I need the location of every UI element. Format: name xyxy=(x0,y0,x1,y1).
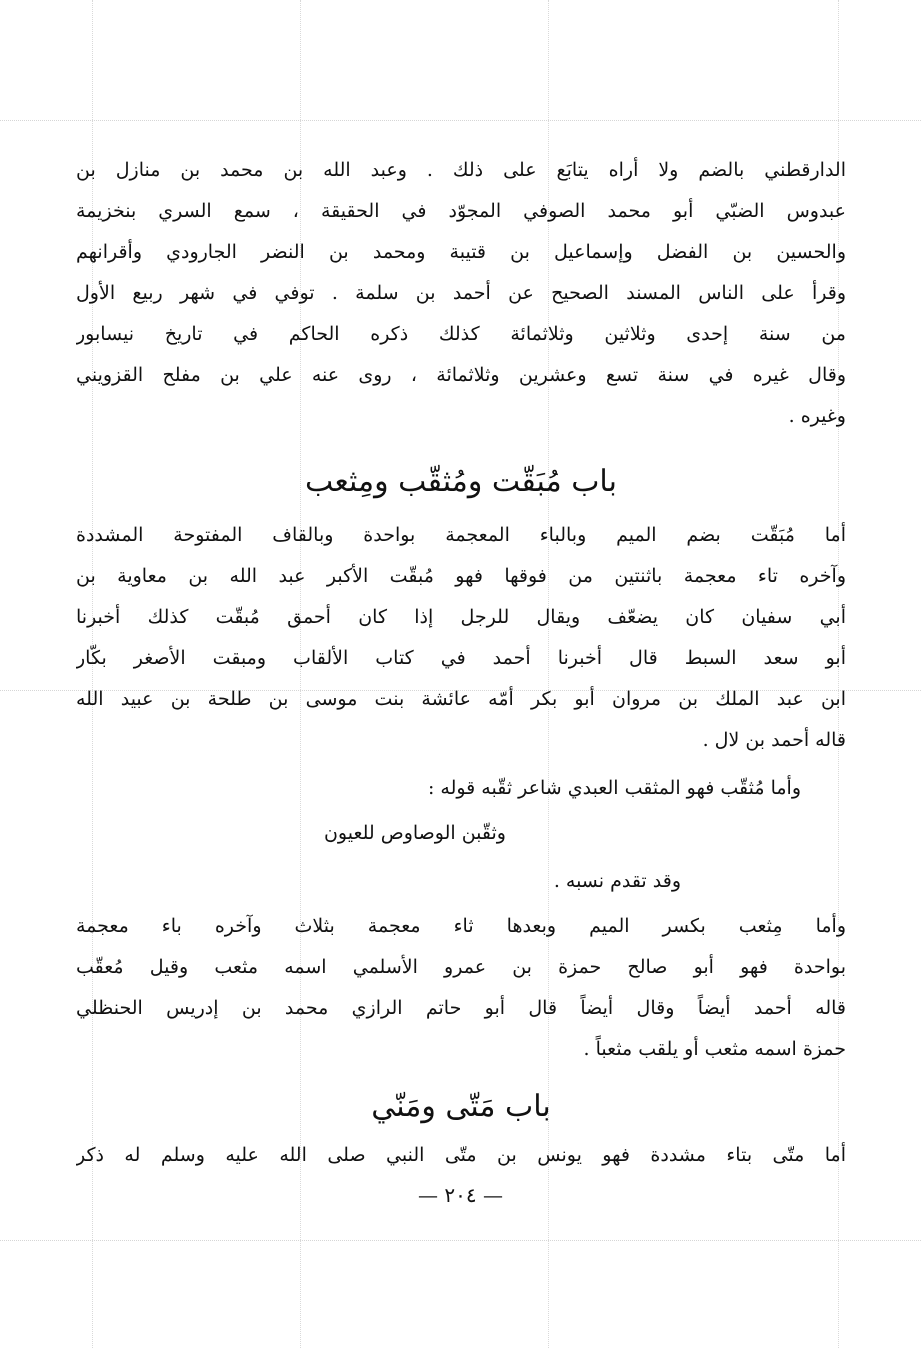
section-heading: باب مُبَقّت ومُثقّب ومِثعب xyxy=(305,464,617,499)
paragraph-2 xyxy=(76,515,846,765)
text-line: أبي سفيان كان يضعّف ويقال للرجل إذا كان أحمق مُبقّت كذلك أخبرنا xyxy=(76,606,846,628)
text-line: أما مُبَقّت بضم الميم وبالباء المعجمة بواحدة وبالقاف المفتوحة المشددة xyxy=(76,524,846,546)
text-line: والحسين بن الفضل وإسماعيل بن قتيبة ومحمد بن النضر الجارودي وأقرانهم xyxy=(76,241,846,263)
text-line: عبدوس الضبّي أبو محمد الصوفي المجوّد في الحقيقة ، سمع السري بنخزيمة xyxy=(76,200,846,222)
text-line: حمزة اسمه مثعب أو يلقب مثعباً . xyxy=(583,1038,846,1060)
text-line: وآخره تاء معجمة باثنتين من فوقها فهو مُبقّت الأكبر عبد الله بن معاوية بن xyxy=(76,565,846,587)
poetry-verse: وثقّبن الوصاوص للعيون xyxy=(323,822,506,844)
text-line: أما متّى بتاء مشددة فهو يونس بن متّى النبي صلى الله عليه وسلم له ذكر xyxy=(76,1144,846,1166)
scan-guide-line xyxy=(0,120,921,121)
text-line: قاله أحمد بن لال . xyxy=(702,729,846,751)
text-line: الدارقطني بالضم ولا أراه يتابَع على ذلك . وعبد الله بن محمد بن منازل بن xyxy=(76,159,846,181)
text-line: من سنة إحدى وثلاثين وثلاثمائة كذلك ذكره الحاكم في تاريخ نيسابور xyxy=(76,323,846,345)
page-number: — ٢٠٤ — xyxy=(418,1183,503,1207)
text-line: بواحدة فهو أبو صالح حمزة بن عمرو الأسلمي اسمه مثعب وقيل مُعقّب xyxy=(76,956,846,978)
text-line: وأما مِثعب بكسر الميم وبعدها ثاء معجمة بثلاث وآخره باء معجمة xyxy=(76,915,846,937)
section-heading: باب مَتّى ومَنّي xyxy=(371,1089,551,1124)
scan-guide-line xyxy=(0,1240,921,1241)
text-line: وقال غيره في سنة تسع وعشرين وثلاثمائة ، روى عنه علي بن مفلح القزويني xyxy=(76,364,846,386)
text-line: وغيره . xyxy=(788,405,846,427)
paragraph-1 xyxy=(76,150,846,440)
text-line: وقد تقدم نسبه . xyxy=(553,870,681,892)
paragraph-5 xyxy=(76,1135,846,1177)
text-line: وقرأ على الناس المسند الصحيح عن أحمد بن سلمة . توفي في شهر ربيع الأول xyxy=(76,282,846,304)
text-line: أبو سعد السبط قال أخبرنا أحمد في كتاب الألقاب ومبقت الأصغر بكّار xyxy=(76,647,846,669)
text-line: ابن عبد الملك بن مروان أبو بكر أمّه عائشة بنت موسى بن طلحة بن عبيد الله xyxy=(76,688,846,710)
paragraph-4 xyxy=(76,906,846,1076)
text-line: قاله أحمد أيضاً وقال أيضاً قال أبو حاتم الرازي محمد بن إدريس الحنظلي xyxy=(76,997,846,1019)
text-line: وأما مُثقّب فهو المثقب العبدي شاعر ثقّبه قوله : xyxy=(427,777,801,799)
